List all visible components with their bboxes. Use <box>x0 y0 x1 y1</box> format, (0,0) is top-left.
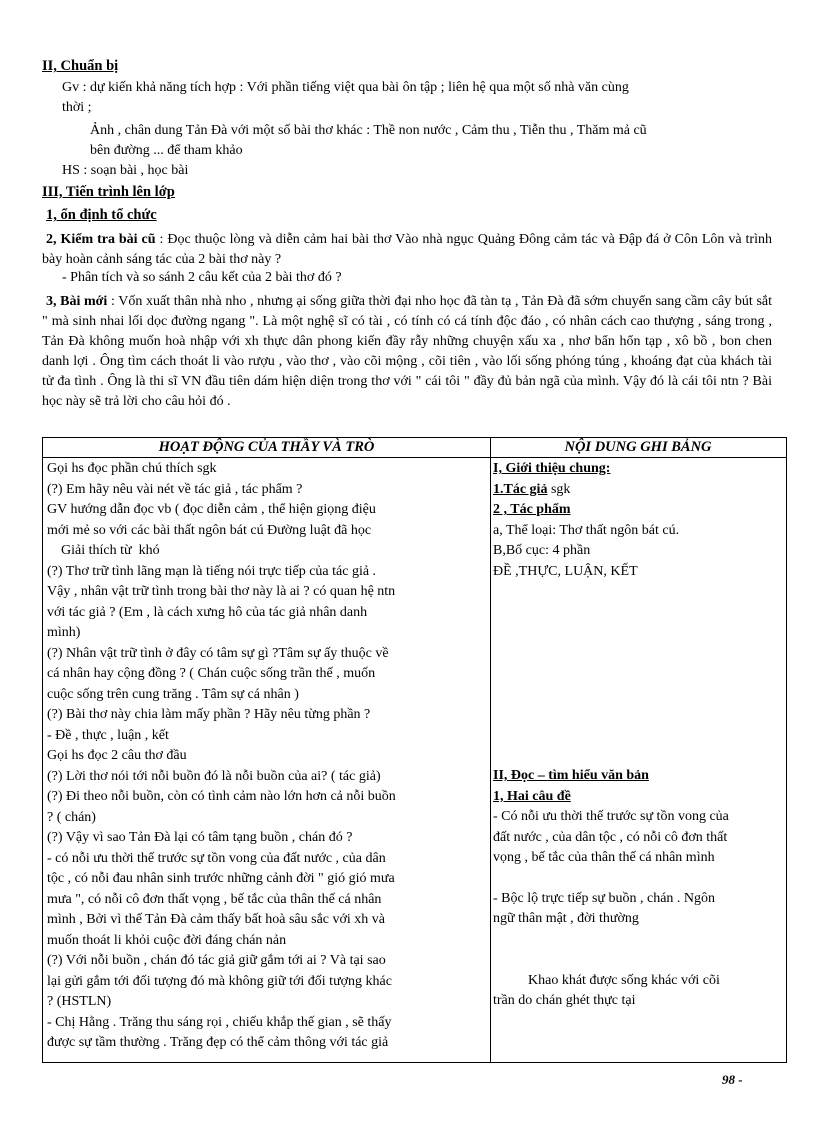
image-line-2: bên đường ... để tham khảo <box>90 143 243 158</box>
intro-heading: I, Giới thiệu chung: <box>493 461 611 476</box>
activity-line: ? (HSTLN) <box>47 994 112 1009</box>
activity-line: Vậy , nhân vật trữ tình trong bài thơ này là ai ? có quan hệ ntn <box>47 584 396 599</box>
activity-line: (?) Lời thơ nói tới nỗi buồn đó là nỗi buồn của ai? ( tác giả) <box>47 768 381 784</box>
first-two-lines-heading: 1, Hai câu đề <box>493 788 571 804</box>
parts-line: ĐỀ ,THỰC, LUẬN, KẾT <box>493 563 638 579</box>
step-3-text: : Vốn xuất thân nhà nho , nhưng ại sống giữa thời đại nho học đã tàn tạ , Tản Đà đã sớm chuyển sang cầm cây bút sắt " mà sinh nhai lối dọc đường ngang ". Là một nghệ sĩ có tài , có tính có cá tính độc đáo , có nhân cách cao thượng , sáng trong , Tản Đà không muốn hoà nhập với xh thực dân phong kiến đầy rẫy những chuyện xấu xa , nhơ bẩn hổn tạp , xô bồ , bon chen danh lợi . Ông tìm cách thoát li vào rượu , vào thơ , vào cõi mộng , cõi tiên , vào lối sống phóng túng , khoáng đạt của khách tài tử đa tình . Ông là thi sĩ VN đầu tiên dám hiện diện trong thơ với " cái tôi " đầy đủ bản ngã của mình. Vậy đó là cái tôi ntn ? Bài học này sẽ trả lời cho câu hỏi đó . <box>42 294 772 409</box>
section-3-heading: III, Tiến trình lên lớp <box>42 184 175 200</box>
activity-line: (?) Nhân vật trữ tình ở đây có tâm sự gì ?Tâm sự ấy thuộc về <box>47 645 389 661</box>
activity-line: mình , Bởi vì thế Tản Đà cảm thấy bất hoà sâu sắc với xh và <box>47 912 386 927</box>
activity-line: mình) <box>47 625 81 640</box>
board-line: Khao khát được sống khác với cõi <box>493 972 720 988</box>
activity-line: cuộc sống trên cung trăng . Tâm sự cá nhân ) <box>47 686 299 702</box>
hs-line: HS : soạn bài , học bài <box>62 163 189 178</box>
activity-line: (?) Vậy vì sao Tản Đà lại có tâm tạng buồn , chán đó ? <box>47 830 353 845</box>
activity-line: - Đề , thực , luận , kết <box>47 727 169 743</box>
step-3-label: 3, Bài mới <box>46 294 108 309</box>
activity-line: (?) Thơ trữ tình lãng mạn là tiếng nói trực tiếp của tác giả . <box>47 563 377 579</box>
column-divider <box>490 438 491 1062</box>
teacher-student-activities <box>47 459 485 1054</box>
activity-line: - có nỗi ưu thời thế trước sự tồn vong của đất nước , của dân <box>47 850 386 866</box>
reading-heading: II, Đọc – tìm hiểu văn bản <box>493 768 649 783</box>
board-line: - Bộc lộ trực tiếp sự buồn , chán . Ngôn <box>493 890 716 906</box>
activity-line: được sự tầm thường . Trăng đẹp có thể cảm thông với tác giả <box>47 1035 389 1050</box>
step-2-label: 2, Kiểm tra bài cũ <box>46 232 156 247</box>
step-1-heading: 1, ổn định tổ chức <box>46 207 157 223</box>
page-number: 98 - <box>722 1072 743 1087</box>
activity-line: (?) Em hãy nêu vài nét về tác giả , tác phẩm ? <box>47 481 303 497</box>
lesson-table <box>42 437 787 1063</box>
author-text: sgk <box>547 481 571 497</box>
gv-line-1: Gv : dự kiến khả năng tích hợp : Với phần tiếng việt qua bài ôn tập ; liên hệ qua một số nhà văn cùng <box>62 80 629 95</box>
structure-line: B,Bố cục: 4 phần <box>493 543 591 558</box>
activity-line: tộc , có nỗi đau nhân sinh trước những cảnh đời " gió gió mưa <box>47 871 395 886</box>
image-line-1: Ảnh , chân dung Tản Đà với một số bài thơ khác : Thề non nước , Cảm thu , Tiễn thu , Thăm mả cũ <box>90 123 647 138</box>
activity-line: mới mẻ so với các bài thất ngôn bát cú Đường luật đã học <box>47 522 372 538</box>
header-divider <box>43 457 786 458</box>
header-left: HOẠT ĐỘNG CỦA THẦY VÀ TRÒ <box>158 439 375 455</box>
activity-line: (?) Với nỗi buồn , chán đó tác giả giữ gắm tới ai ? Và tại sao <box>47 953 386 968</box>
author-label: 1.Tác giả <box>493 481 548 497</box>
genre-line: a, Thể loại: Thơ thất ngôn bát cú. <box>493 522 680 538</box>
activity-line: cá nhân hay cộng đồng ? ( Chán cuộc sống trần thế , muốn <box>47 666 376 681</box>
activity-line: Gọi hs đọc phần chú thích sgk <box>47 461 217 476</box>
activity-line: - Chị Hằng . Trăng thu sáng rọi , chiếu khắp thế gian , sẽ thấy <box>47 1014 392 1030</box>
board-line: vọng , bế tắc của thân thế cá nhân mình <box>493 850 715 865</box>
activity-line: muốn thoát li khỏi cuộc đời đáng chán nản <box>47 932 287 948</box>
section-2-heading: II, Chuẩn bị <box>42 58 119 74</box>
activity-line: Giải thích từ khó <box>47 543 160 558</box>
activity-line: (?) Đi theo nỗi buồn, còn có tình cảm nào lớn hơn cả nỗi buồn <box>47 789 396 804</box>
step-2-text: : Đọc thuộc lòng và diễn cảm hai bài thơ Vào nhà ngục Quảng Đông cảm tác và Đập đá ở Côn Lôn và trình bày hoàn cảnh sáng tác của 2 bài thơ này ? <box>42 232 772 267</box>
step-3-paragraph <box>42 292 772 412</box>
board-line: đất nước , của dân tộc , có nỗi cô đơn thất <box>493 829 728 845</box>
activity-line: (?) Bài thơ này chia làm mấy phần ? Hãy nêu từng phần ? <box>47 707 371 722</box>
header-right: NỘI DUNG GHI BẢNG <box>564 439 712 455</box>
board-line: - Có nỗi ưu thời thế trước sự tồn vong của <box>493 809 729 824</box>
activity-line: với tác giả ? (Em , là cách xưng hô của tác giả nhân danh <box>47 604 368 620</box>
board-line: trần do chán ghét thực tại <box>493 993 636 1008</box>
step-2-paragraph <box>42 230 772 270</box>
board-line: ngữ thân mật , đời thường <box>493 911 639 926</box>
activity-line: lại gửi gắm tới đối tượng đó mà không giữ tới đối tượng khác <box>47 973 392 989</box>
board-content <box>493 459 783 1012</box>
step-2-sub: - Phân tích và so sánh 2 câu kết của 2 bài thơ đó ? <box>62 270 342 285</box>
activity-line: mưa ", có nỗi cô đơn thất vọng , bế tắc của thân thế cá nhân <box>47 891 382 907</box>
activity-line: Gọi hs đọc 2 câu thơ đầu <box>47 748 187 763</box>
gv-line-2: thời ; <box>62 100 92 115</box>
activity-line: ? ( chán) <box>47 809 96 825</box>
author-line <box>493 480 783 501</box>
activity-line: GV hướng dẫn đọc vb ( đọc diễn cảm , thể hiện giọng điệu <box>47 502 376 517</box>
work-heading: 2 , Tác phẩm <box>493 502 571 517</box>
